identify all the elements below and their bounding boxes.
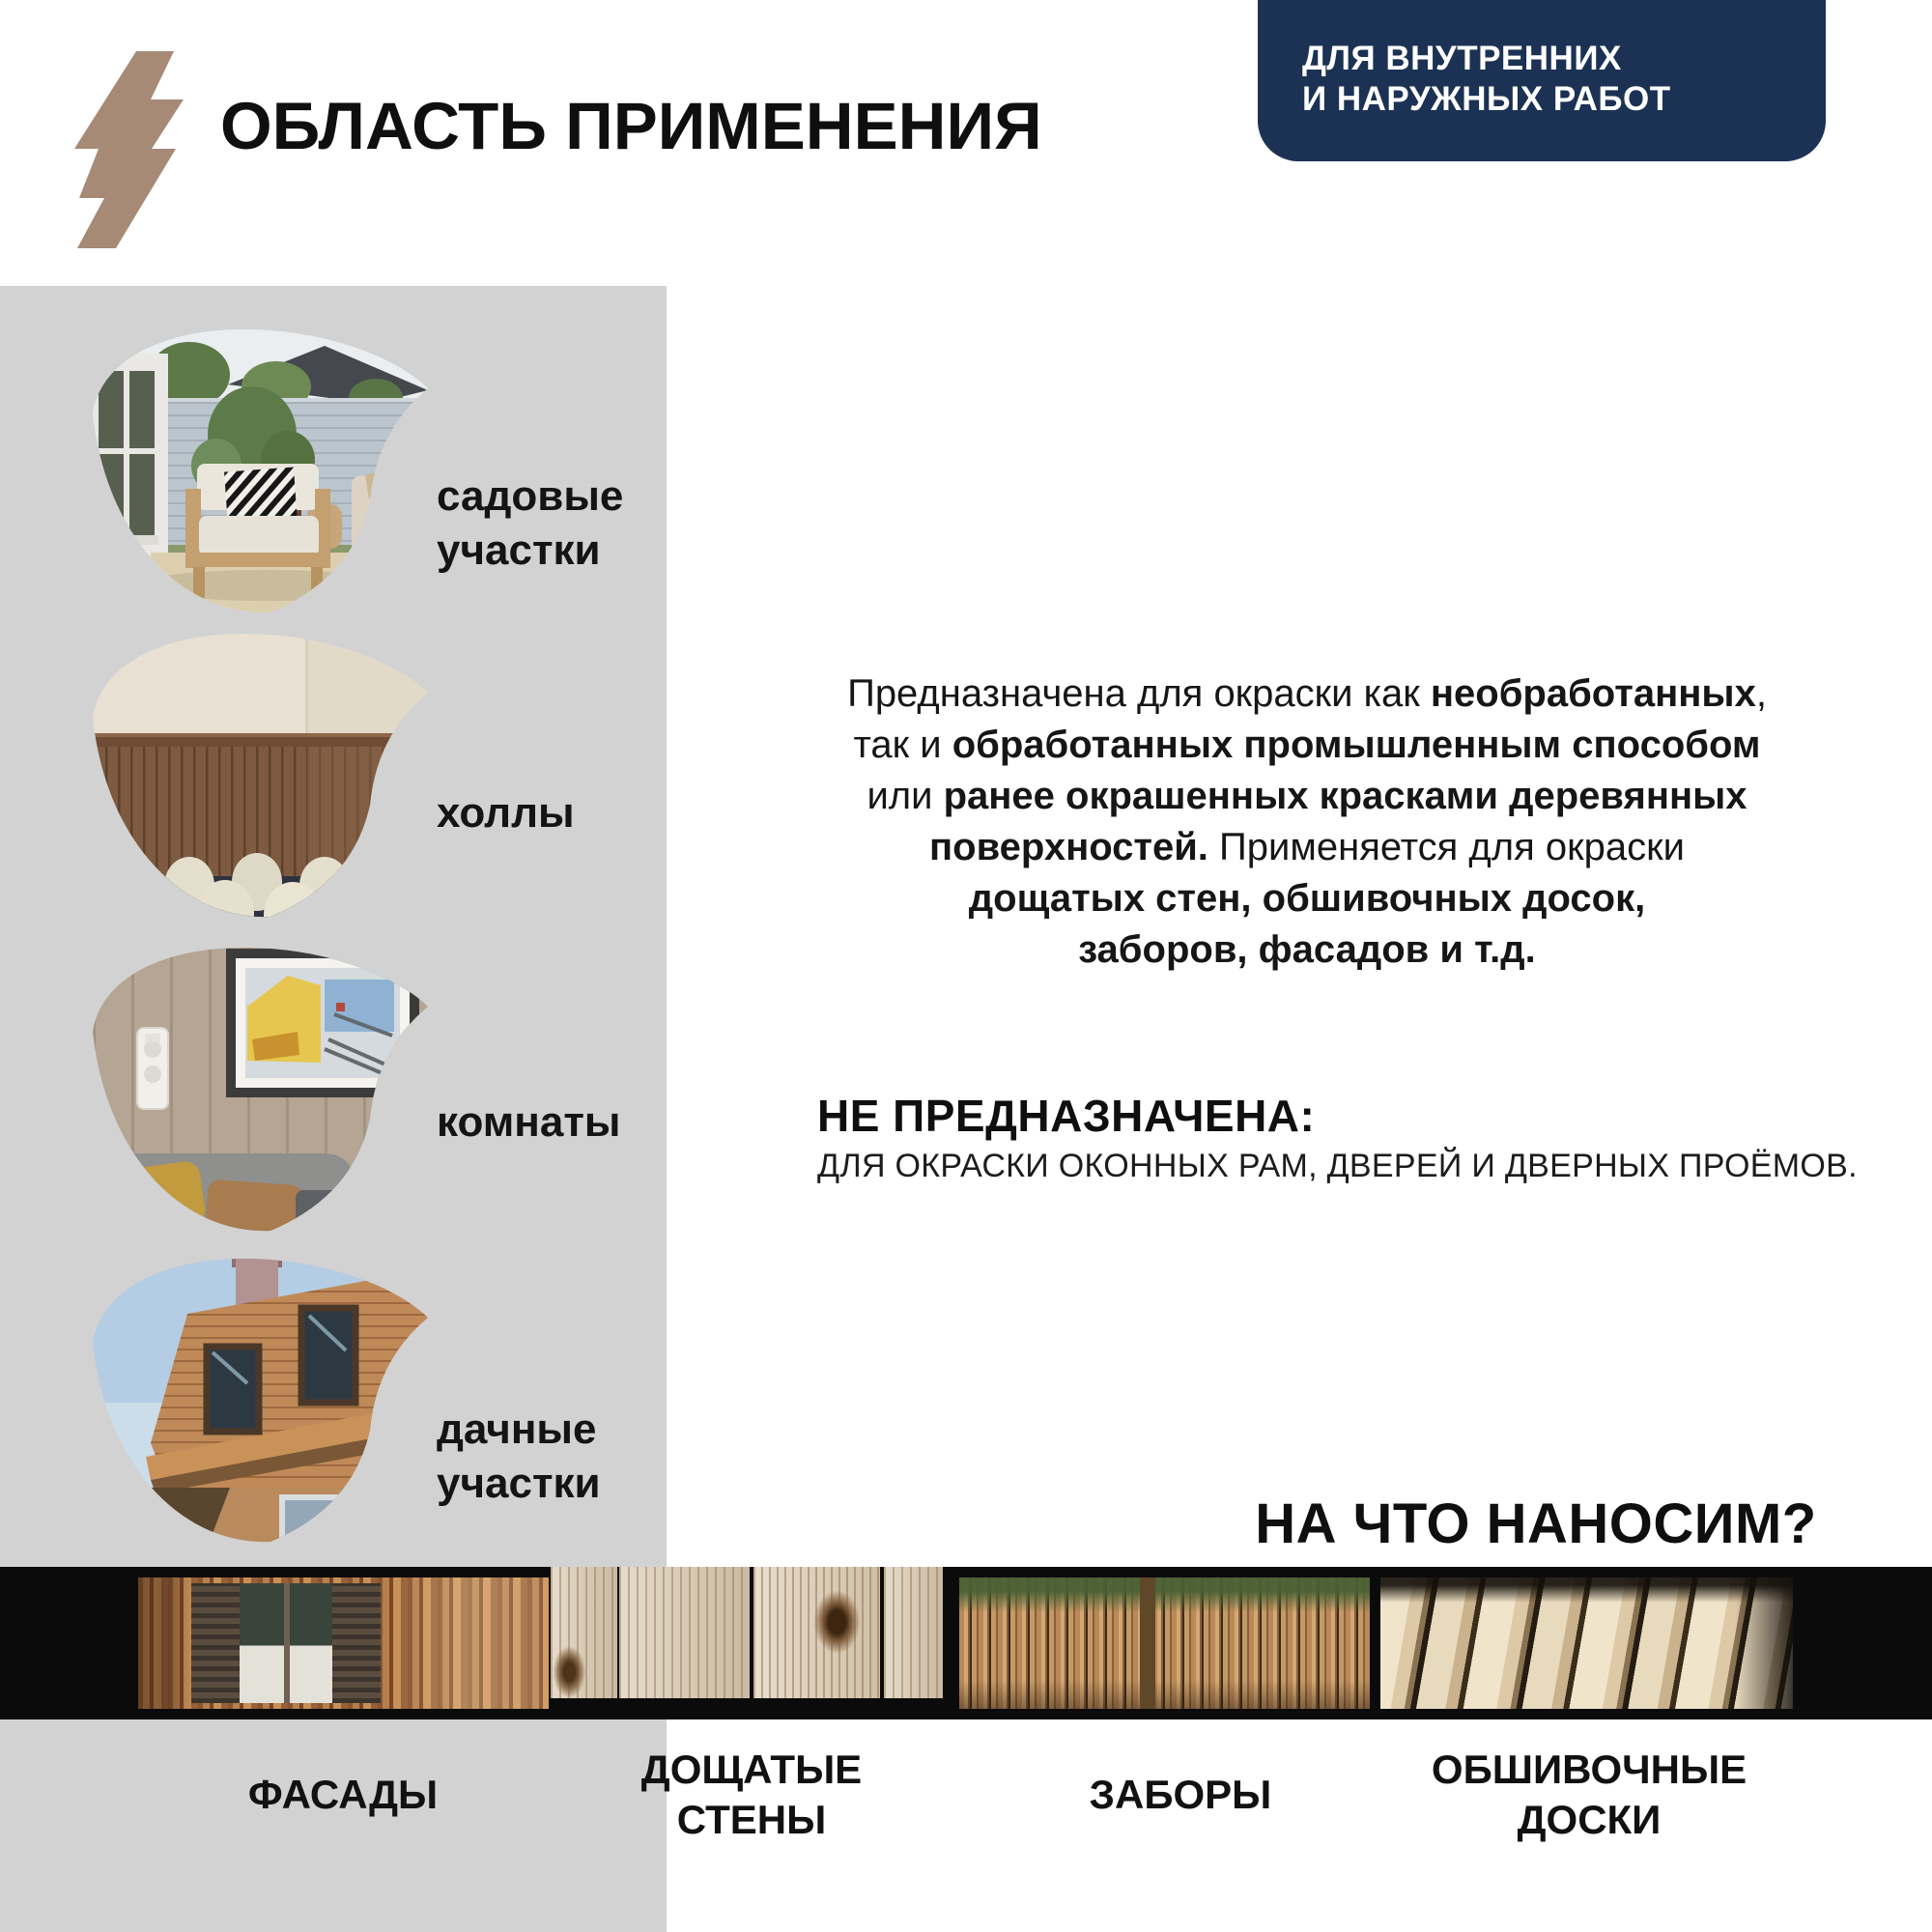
application-label-halls: холлы: [437, 789, 575, 837]
plank-board-photo-3: [753, 1567, 880, 1698]
surface-label-cladding-boards: ОБШИВОЧНЫЕ ДОСКИ: [1431, 1747, 1747, 1842]
country-house-photo: [93, 1258, 428, 1544]
not-intended-title: НЕ ПРЕДНАЗНАЧЕНА:: [817, 1091, 1316, 1141]
surface-label-facades: ФАСАДЫ: [247, 1772, 439, 1817]
usage-badge: [1258, 0, 1826, 161]
surface-label-plank-walls: ДОЩАТЫЕ СТЕНЫ: [640, 1747, 863, 1842]
not-intended-text: ДЛЯ ОКРАСКИ ОКОННЫХ РАМ, ДВЕРЕЙ И ДВЕРНЫХ ПРОЁМОВ.: [817, 1148, 1858, 1184]
window-shutter-left: [191, 1583, 240, 1703]
room-interior-photo: [93, 947, 428, 1233]
plank-board-photo-1: [551, 1567, 617, 1698]
brand-lightning-icon: [0, 0, 251, 290]
plank-board-photo-4: [884, 1567, 943, 1698]
cladding-boards-photo: [1380, 1577, 1793, 1709]
fence-photo: [959, 1577, 1370, 1709]
fence-post: [1140, 1577, 1155, 1709]
application-label-garden: садовые участки: [437, 472, 624, 574]
garden-patio-photo: [93, 328, 428, 614]
application-label-rooms: комнаты: [437, 1098, 621, 1146]
facade-photo: [138, 1577, 549, 1709]
apply-surfaces-heading: НА ЧТО НАНОСИМ?: [1255, 1492, 1817, 1555]
usage-badge-line2: И НАРУЖНЫХ РАБОТ: [1302, 80, 1671, 118]
page-title: ОБЛАСТЬ ПРИМЕНЕНИЯ: [220, 89, 1042, 163]
surface-label-fences: ЗАБОРЫ: [1089, 1772, 1272, 1817]
hall-interior-photo: [93, 633, 428, 919]
window-glass: [240, 1583, 332, 1703]
facade-window: [191, 1583, 381, 1703]
plank-board-photo-2: [619, 1567, 750, 1698]
description-paragraph: Предназначена для окраски как необработанных, так и обработанных промышленным способом или ранее окрашенных красками деревянных поверхностей. Применяется для окраски дощатых стен, обшивочных досок, заборов, фасадов и т.д.: [847, 672, 1767, 971]
surfaces-strip: [0, 1567, 1932, 1719]
application-label-dacha: дачные участки: [437, 1406, 601, 1507]
usage-badge-line1: ДЛЯ ВНУТРЕННИХ: [1302, 40, 1622, 77]
window-shutter-right: [332, 1583, 381, 1703]
